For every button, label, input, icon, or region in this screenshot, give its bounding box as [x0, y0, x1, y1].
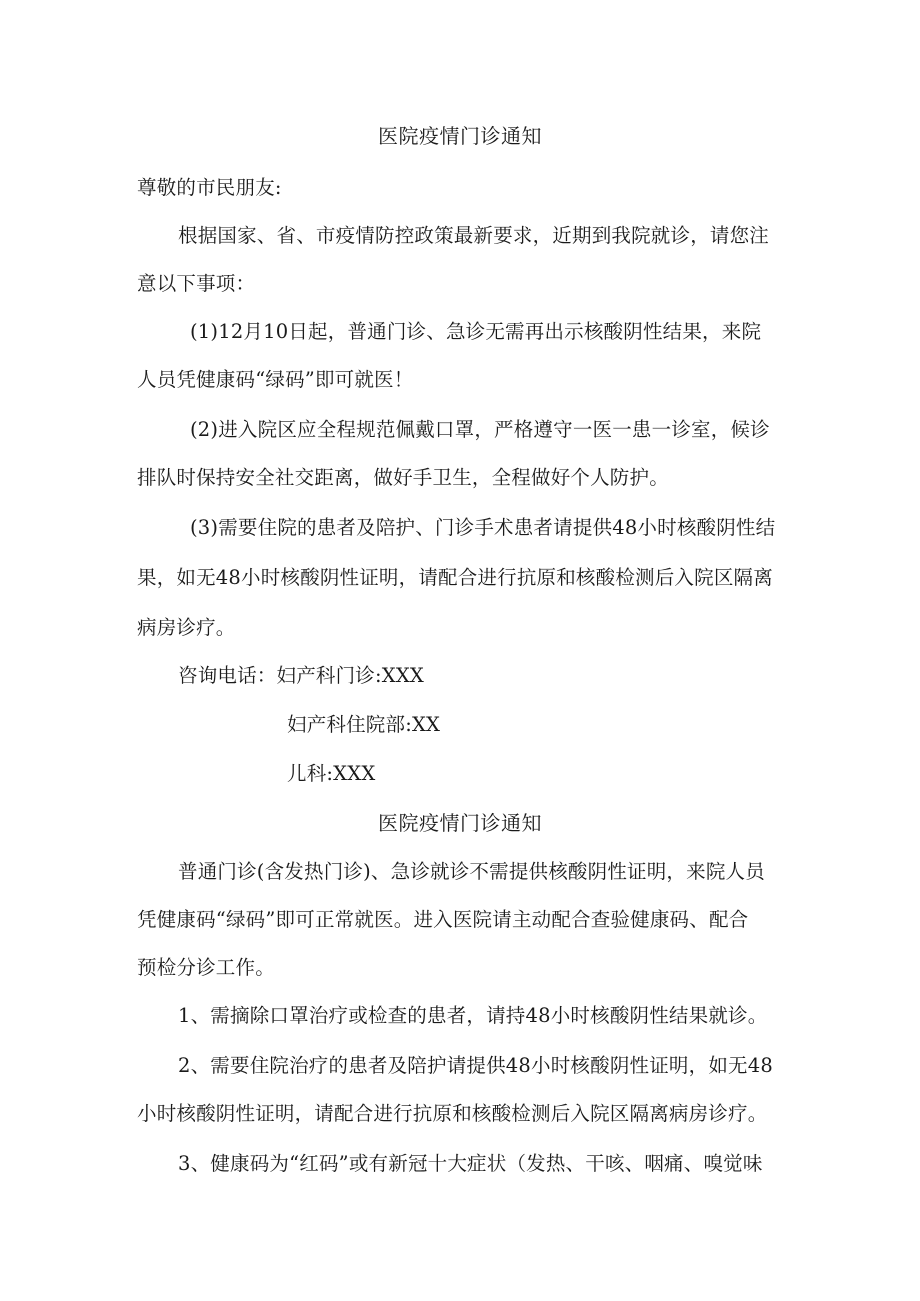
item-line: 1、需摘除口罩治疗或检查的患者，请持48小时核酸阴性结果就诊。 — [178, 1004, 768, 1027]
contact-line: 妇产科住院部:XX — [287, 713, 441, 736]
intro-line: 根据国家、省、市疫情防控政策最新要求，近期到我院就诊，请您注 — [178, 224, 770, 247]
item-line: 人员凭健康码“绿码”即可就医！ — [137, 368, 414, 391]
item-line: (3)需要住院的患者及陪护、门诊手术患者请提供48小时核酸阴性结 — [190, 516, 776, 539]
notice-title: 医院疫情门诊通知 — [378, 811, 542, 835]
item-line: 排队时保持安全社交距离，做好手卫生，全程做好个人防护。 — [137, 466, 669, 489]
intro-line: 意以下事项： — [137, 272, 256, 295]
item-line: 病房诊疗。 — [137, 616, 236, 639]
contact-line: 咨询电话：妇产科门诊:XXX — [178, 664, 425, 687]
greeting: 尊敬的市民朋友: — [137, 176, 282, 199]
item-line: 小时核酸阴性证明，请配合进行抗原和核酸检测后入院区隔离病房诊疗。 — [137, 1102, 768, 1125]
contact-line: 儿科:XXX — [287, 762, 376, 785]
intro-line: 普通门诊(含发热门诊)、急诊就诊不需提供核酸阴性证明，来院人员 — [178, 860, 765, 883]
item-line: 3、健康码为“红码”或有新冠十大症状（发热、干咳、咽痛、嗅觉味 — [178, 1152, 763, 1175]
intro-line: 预检分诊工作。 — [137, 956, 275, 979]
notice-title: 医院疫情门诊通知 — [378, 124, 542, 148]
item-line: (1)12月10日起，普通门诊、急诊无需再出示核酸阴性结果，来院 — [190, 320, 762, 343]
intro-line: 凭健康码“绿码”即可正常就医。进入医院请主动配合查验健康码、配合 — [137, 908, 749, 931]
item-line: 果，如无48小时核酸阴性证明，请配合进行抗原和核酸检测后入院区隔离 — [137, 566, 773, 589]
item-line: (2)进入院区应全程规范佩戴口罩，严格遵守一医一患一诊室，候诊 — [190, 418, 770, 441]
item-line: 2、需要住院治疗的患者及陪护请提供48小时核酸阴性证明，如无48 — [178, 1054, 773, 1077]
